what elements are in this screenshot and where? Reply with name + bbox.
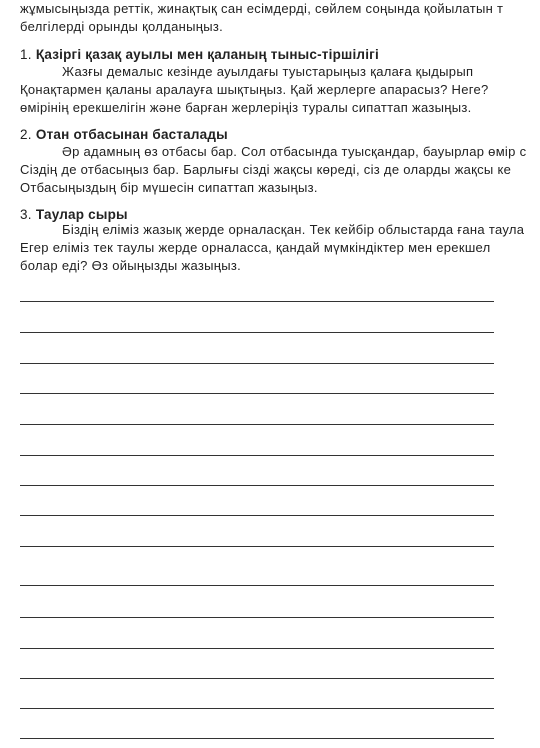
section-2-title: Отан отбасынан басталады [35, 127, 228, 142]
writing-line[interactable] [20, 546, 494, 547]
section-3-text-line-1: Біздің еліміз жазық жерде орналасқан. Тек кейбір облыстарда ғана таула [62, 222, 525, 237]
writing-line[interactable] [20, 393, 494, 394]
section-2-text-line-1: Әр адамның өз отбасы бар. Сол отбасында туысқандар, бауырлар өмір с [62, 144, 527, 159]
writing-line[interactable] [20, 363, 494, 364]
writing-line[interactable] [20, 485, 494, 486]
writing-line[interactable] [20, 678, 494, 679]
section-1-title: Қазіргі қазақ ауылы мен қаланың тыныс-тіршілігі [35, 47, 379, 62]
section-3-title: Таулар сыры [35, 207, 128, 222]
section-3-text-line-2: Егер еліміз тек таулы жерде орналасса, қандай мүмкіндіктер мен ерекшел [20, 240, 491, 255]
writing-line[interactable] [20, 585, 494, 586]
writing-line[interactable] [20, 617, 494, 618]
writing-line[interactable] [20, 332, 494, 333]
writing-line[interactable] [20, 424, 494, 425]
section-1-text-line-1: Жазғы демалыс кезінде ауылдағы туыстарыңыз қалаға қыдырып [62, 64, 474, 79]
intro-line-1: жұмысыңызда реттік, жинақтық сан есімдерді, сөйлем соңында қойылатын т [20, 1, 504, 16]
section-1-text-line-2: Қонақтармен қаланы аралауға шықтыңыз. Қай жерлерге апарасыз? Неге? [20, 82, 489, 97]
section-1-number: 1. [20, 47, 32, 62]
writing-line[interactable] [20, 301, 494, 302]
writing-line[interactable] [20, 455, 494, 456]
section-2-heading [20, 126, 228, 144]
writing-line[interactable] [20, 738, 494, 739]
writing-line[interactable] [20, 515, 494, 516]
writing-line[interactable] [20, 708, 494, 709]
writing-line[interactable] [20, 648, 494, 649]
intro-line-2: белгілерді орынды қолданыңыз. [20, 19, 224, 34]
section-3-number: 3. [20, 207, 32, 222]
section-3-text-line-3: болар еді? Өз ойыңызды жазыңыз. [20, 258, 242, 273]
section-2-text-line-2: Сіздің де отбасыңыз бар. Барлығы сізді жақсы көреді, сіз де оларды жақсы ке [20, 162, 512, 177]
section-2-number: 2. [20, 127, 32, 142]
section-2-text-line-3: Отбасыңыздың бір мүшесін сипаттап жазыңыз. [20, 180, 318, 195]
section-1-heading [20, 46, 379, 64]
section-1-text-line-3: өмірінің ерекшелігін және барған жерлеріңіз туралы сипаттап жазыңыз. [20, 100, 472, 115]
